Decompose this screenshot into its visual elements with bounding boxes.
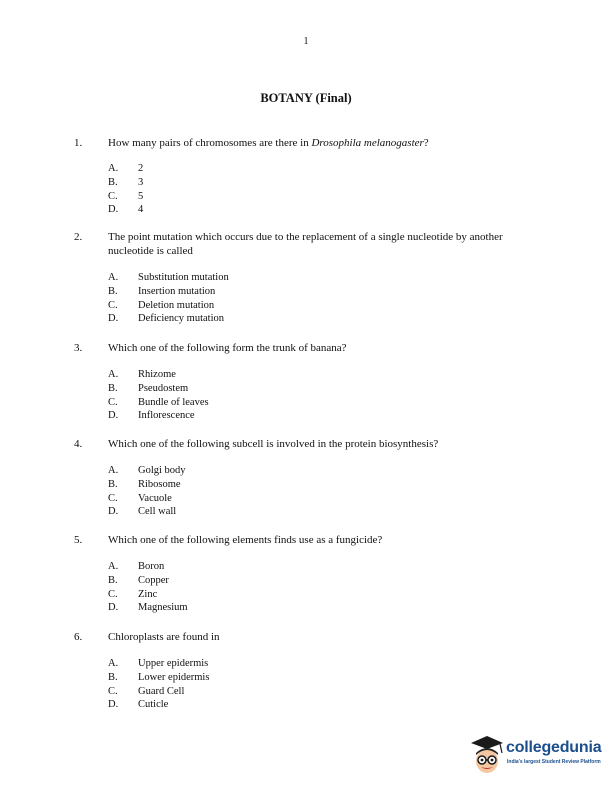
options-list xyxy=(108,162,143,217)
option-b: B. Lower epidermis xyxy=(108,671,210,683)
option-b: B. 3 xyxy=(108,176,144,188)
option-c: C. 5 xyxy=(108,190,144,202)
question-number: 3. xyxy=(74,342,83,354)
options-list xyxy=(108,657,209,712)
option-a: A. Golgi body xyxy=(108,465,186,476)
question-text: Which one of the following subcell is involved in the protein biosynthesis? xyxy=(108,438,439,450)
logo-wordmark: collegedunia xyxy=(506,739,602,756)
option-d: D. Deficiency mutation xyxy=(108,313,225,325)
page-title: BOTANY (Final) xyxy=(260,91,352,105)
option-c: C. Zinc xyxy=(108,588,158,600)
page-number: 1 xyxy=(303,36,309,47)
question-number: 4. xyxy=(74,438,83,450)
options-list xyxy=(108,368,209,423)
question-text: Chloroplasts are found in xyxy=(108,631,220,643)
option-d: D. Magnesium xyxy=(108,602,188,614)
option-b: B. Pseudostem xyxy=(108,382,189,394)
options-list xyxy=(108,271,229,326)
option-d: D. 4 xyxy=(108,204,144,216)
logo-tagline: India's largest Student Review Platform xyxy=(507,759,601,765)
option-b: B. Copper xyxy=(108,574,169,586)
options-list xyxy=(108,464,186,519)
question-number: 5. xyxy=(74,534,83,546)
species-name: Drosophila melanogaster xyxy=(311,137,424,149)
option-c: C. Deletion mutation xyxy=(108,299,215,311)
question-number: 2. xyxy=(74,231,83,243)
option-b: B. Insertion mutation xyxy=(108,285,216,297)
option-c: C. Guard Cell xyxy=(108,685,185,697)
question-text: Which one of the following form the trunk of banana? xyxy=(108,342,347,354)
option-d: D. Cuticle xyxy=(108,699,169,711)
question-text: The point mutation which occurs due to the replacement of a single nucleotide by another nucleotide is called xyxy=(108,231,503,257)
option-b: B. Ribosome xyxy=(108,478,181,490)
option-a: A. 2 xyxy=(108,163,144,174)
option-a: A. Upper epidermis xyxy=(108,658,209,669)
question-number: 6. xyxy=(74,631,83,643)
option-d: D. Inflorescence xyxy=(108,410,195,422)
question-number: 1. xyxy=(74,137,83,149)
question-text: Which one of the following elements finds use as a fungicide? xyxy=(108,534,383,546)
option-a: A. Boron xyxy=(108,561,165,572)
option-c: C. Bundle of leaves xyxy=(108,396,209,408)
collegedunia-logo xyxy=(467,733,607,779)
option-c: C. Vacuole xyxy=(108,492,172,504)
question-text: How many pairs of chromosomes are there in Drosophila melanogaster? xyxy=(108,137,429,149)
graduate-mascot-icon xyxy=(467,733,507,777)
option-a: A. Substitution mutation xyxy=(108,272,229,283)
option-d: D. Cell wall xyxy=(108,506,177,518)
option-a: A. Rhizome xyxy=(108,369,176,380)
options-list xyxy=(108,560,188,615)
